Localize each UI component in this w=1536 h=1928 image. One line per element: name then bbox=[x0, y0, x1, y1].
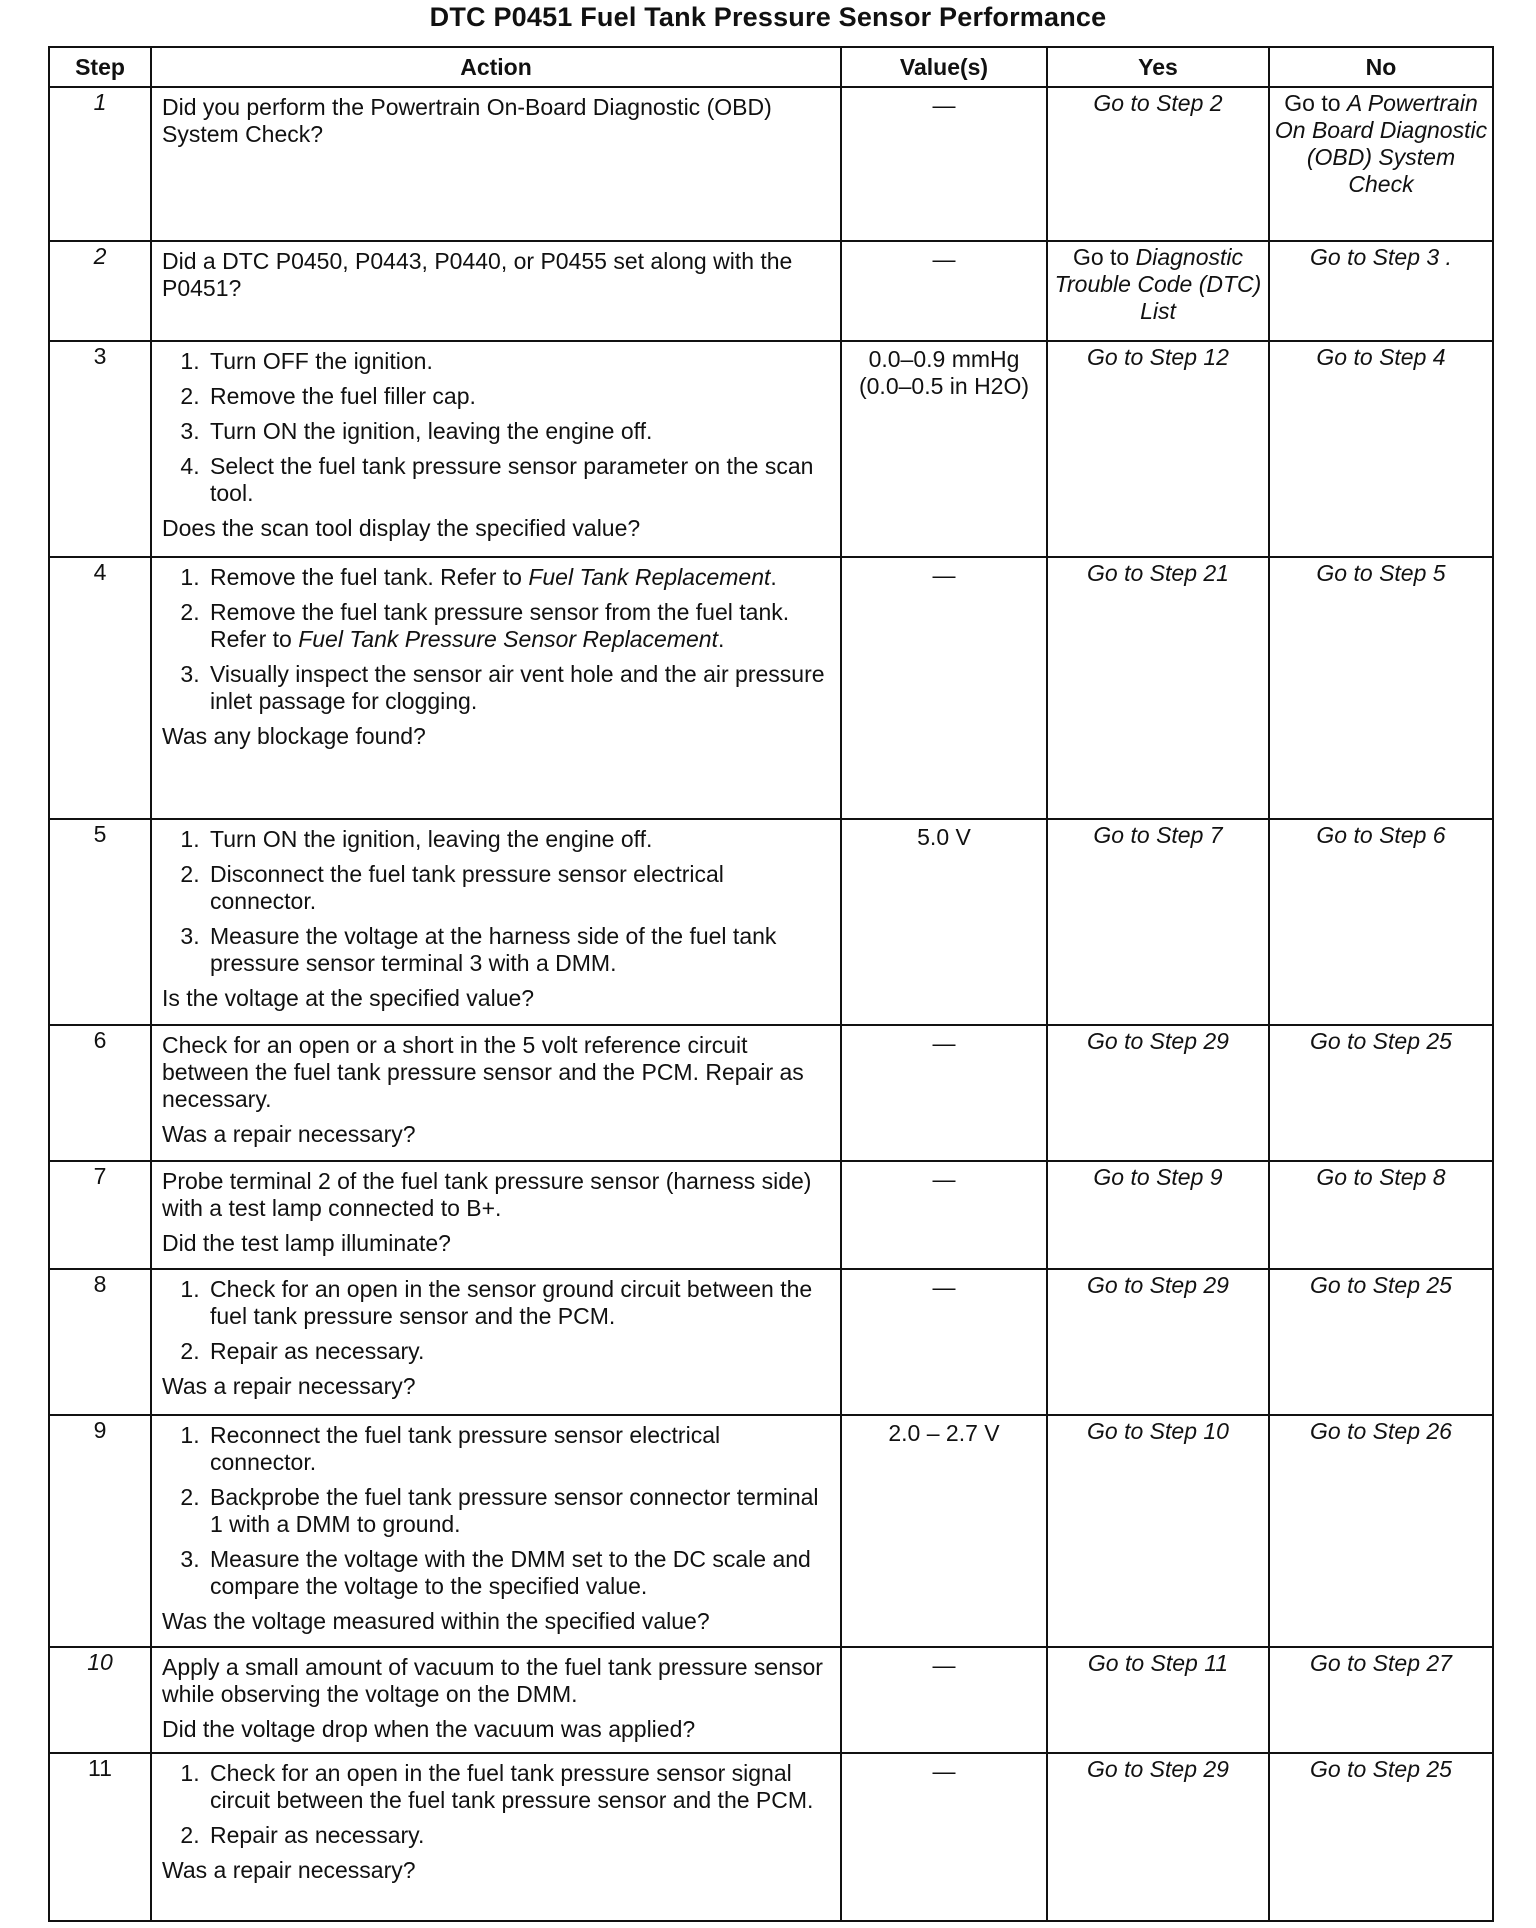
action-step-text: Visually inspect the sensor air vent hole and the air pressure inlet passage for clogging. bbox=[210, 661, 825, 714]
action-intro: Check for an open or a short in the 5 volt reference circuit between the fuel tank pressure sensor and the PCM. Repair as necessary. bbox=[162, 1032, 804, 1112]
action-cell bbox=[151, 819, 841, 1025]
yes-cell bbox=[1047, 1025, 1269, 1161]
step-number: 11 bbox=[49, 1753, 151, 1921]
table-row bbox=[49, 1025, 1493, 1161]
yes-cell bbox=[1047, 1269, 1269, 1415]
action-step-text: Reconnect the fuel tank pressure sensor electrical connector. bbox=[210, 1422, 721, 1475]
table-row bbox=[49, 87, 1493, 241]
action-cell bbox=[151, 341, 841, 557]
no-goto: Go to Step 25 bbox=[1310, 1272, 1452, 1298]
action-step-text: Backprobe the fuel tank pressure sensor connector terminal 1 with a DMM to ground. bbox=[210, 1484, 819, 1537]
step-number: 4 bbox=[49, 557, 151, 819]
action-cell bbox=[151, 1415, 841, 1647]
action-step-text: Turn ON the ignition, leaving the engine off. bbox=[210, 826, 653, 852]
diagnostic-table bbox=[48, 46, 1494, 1922]
value-cell: — bbox=[841, 1647, 1047, 1753]
no-goto: Go to Step 26 bbox=[1310, 1418, 1452, 1444]
yes-reference: Diagnostic Trouble Code (DTC) List bbox=[1054, 244, 1262, 324]
action-step-item bbox=[206, 661, 830, 715]
yes-cell bbox=[1047, 241, 1269, 341]
yes-cell bbox=[1047, 341, 1269, 557]
action-cell bbox=[151, 1269, 841, 1415]
action-step-tail: . bbox=[770, 564, 777, 590]
value-cell: — bbox=[841, 87, 1047, 241]
action-step-item bbox=[206, 1546, 830, 1600]
step-number: 9 bbox=[49, 1415, 151, 1647]
table-header-row bbox=[49, 47, 1493, 87]
action-cell bbox=[151, 241, 841, 341]
action-steps-list bbox=[162, 348, 830, 507]
page-title: DTC P0451 Fuel Tank Pressure Sensor Performance bbox=[429, 2, 1107, 32]
action-step-item bbox=[206, 564, 830, 591]
action-question: Does the scan tool display the specified value? bbox=[162, 515, 641, 541]
reference-link: Fuel Tank Replacement bbox=[528, 564, 771, 590]
action-question: Was a repair necessary? bbox=[162, 1373, 416, 1399]
action-steps-list bbox=[162, 1276, 830, 1365]
action-intro: Did you perform the Powertrain On-Board Diagnostic (OBD) System Check? bbox=[162, 94, 772, 147]
action-step-text: Turn OFF the ignition. bbox=[210, 348, 433, 374]
action-step-item bbox=[206, 861, 830, 915]
no-reference: A Powertrain On Board Diagnostic (OBD) System Check bbox=[1274, 90, 1488, 197]
yes-goto: Go to Step 29 bbox=[1087, 1272, 1229, 1298]
action-step-item bbox=[206, 1338, 830, 1365]
action-cell bbox=[151, 1753, 841, 1921]
value-cell: 0.0–0.9 mmHg (0.0–0.5 in H2O) bbox=[841, 341, 1047, 557]
action-steps-list bbox=[162, 826, 830, 977]
yes-goto: Go to Step 21 bbox=[1087, 560, 1229, 586]
action-cell bbox=[151, 1161, 841, 1269]
no-cell bbox=[1269, 557, 1493, 819]
no-cell bbox=[1269, 1025, 1493, 1161]
value-cell: — bbox=[841, 241, 1047, 341]
table-row bbox=[49, 1753, 1493, 1921]
no-cell bbox=[1269, 341, 1493, 557]
no-cell bbox=[1269, 1753, 1493, 1921]
action-step-text: Select the fuel tank pressure sensor parameter on the scan tool. bbox=[210, 453, 814, 506]
action-step-item bbox=[206, 1422, 830, 1476]
action-intro: Apply a small amount of vacuum to the fuel tank pressure sensor while observing the voltage on the DMM. bbox=[162, 1654, 823, 1707]
reference-link: Fuel Tank Pressure Sensor Replacement bbox=[298, 626, 718, 652]
action-question: Was the voltage measured within the specified value? bbox=[162, 1608, 710, 1634]
no-cell bbox=[1269, 1647, 1493, 1753]
action-question: Was a repair necessary? bbox=[162, 1857, 416, 1883]
yes-goto: Go to Step 29 bbox=[1087, 1756, 1229, 1782]
yes-cell bbox=[1047, 1753, 1269, 1921]
step-number: 7 bbox=[49, 1161, 151, 1269]
action-question: Was any blockage found? bbox=[162, 723, 426, 749]
no-cell bbox=[1269, 87, 1493, 241]
action-step-text: Measure the voltage at the harness side of the fuel tank pressure sensor terminal 3 with a DMM. bbox=[210, 923, 777, 976]
action-step-text: Turn ON the ignition, leaving the engine off. bbox=[210, 418, 653, 444]
yes-goto: Go to Step 12 bbox=[1087, 344, 1229, 370]
no-goto: Go to Step 6 bbox=[1316, 822, 1446, 848]
action-question: Did the voltage drop when the vacuum was applied? bbox=[162, 1716, 696, 1742]
table-row bbox=[49, 341, 1493, 557]
table-row bbox=[49, 241, 1493, 341]
no-goto: Go to Step 25 bbox=[1310, 1756, 1452, 1782]
action-step-item bbox=[206, 383, 830, 410]
no-goto: Go to Step 3 . bbox=[1310, 244, 1452, 270]
column-header-yes: Yes bbox=[1047, 47, 1269, 87]
action-step-item bbox=[206, 923, 830, 977]
table-row bbox=[49, 1647, 1493, 1753]
no-goto: Go to Step 8 bbox=[1316, 1164, 1446, 1190]
action-step-item bbox=[206, 1822, 830, 1849]
value-cell: — bbox=[841, 1161, 1047, 1269]
step-number: 10 bbox=[49, 1647, 151, 1753]
action-step-text: Repair as necessary. bbox=[210, 1822, 425, 1848]
action-step-text: Remove the fuel filler cap. bbox=[210, 383, 476, 409]
column-header-action: Action bbox=[151, 47, 841, 87]
yes-goto: Go to Step 10 bbox=[1087, 1418, 1229, 1444]
no-cell bbox=[1269, 1269, 1493, 1415]
table-row bbox=[49, 1415, 1493, 1647]
action-step-text: Remove the fuel tank. Refer to bbox=[210, 564, 522, 590]
table-row bbox=[49, 557, 1493, 819]
yes-cell bbox=[1047, 1161, 1269, 1269]
no-goto: Go to Step 27 bbox=[1310, 1650, 1452, 1676]
column-header-value: Value(s) bbox=[841, 47, 1047, 87]
action-step-item bbox=[206, 826, 830, 853]
action-question: Was a repair necessary? bbox=[162, 1121, 416, 1147]
yes-goto: Go to Step 11 bbox=[1087, 1650, 1229, 1676]
yes-cell bbox=[1047, 557, 1269, 819]
action-cell bbox=[151, 557, 841, 819]
yes-cell bbox=[1047, 1415, 1269, 1647]
action-cell bbox=[151, 87, 841, 241]
yes-prefix: Go to bbox=[1072, 244, 1130, 270]
table-body bbox=[49, 87, 1493, 1921]
step-number: 2 bbox=[49, 241, 151, 341]
action-step-text: Measure the voltage with the DMM set to the DC scale and compare the voltage to the specified value. bbox=[210, 1546, 811, 1599]
step-number: 6 bbox=[49, 1025, 151, 1161]
action-step-item bbox=[206, 348, 830, 375]
action-step-text: Repair as necessary. bbox=[210, 1338, 425, 1364]
step-number: 8 bbox=[49, 1269, 151, 1415]
column-header-step: Step bbox=[49, 47, 151, 87]
value-cell: — bbox=[841, 557, 1047, 819]
step-number: 5 bbox=[49, 819, 151, 1025]
yes-goto: Go to Step 29 bbox=[1087, 1028, 1229, 1054]
action-question: Is the voltage at the specified value? bbox=[162, 985, 535, 1011]
no-goto: Go to Step 4 bbox=[1316, 344, 1446, 370]
yes-cell bbox=[1047, 87, 1269, 241]
action-step-item bbox=[206, 1484, 830, 1538]
action-cell bbox=[151, 1647, 841, 1753]
action-step-item bbox=[206, 418, 830, 445]
yes-goto: Go to Step 9 bbox=[1093, 1164, 1223, 1190]
action-step-text: Check for an open in the fuel tank pressure sensor signal circuit between the fuel tank pressure sensor and the PCM. bbox=[210, 1760, 814, 1813]
action-question: Did the test lamp illuminate? bbox=[162, 1230, 451, 1256]
column-header-no: No bbox=[1269, 47, 1493, 87]
no-cell bbox=[1269, 1161, 1493, 1269]
action-step-text: Check for an open in the sensor ground circuit between the fuel tank pressure sensor and the PCM. bbox=[210, 1276, 813, 1329]
step-number: 1 bbox=[49, 87, 151, 241]
yes-goto: Go to Step 7 bbox=[1093, 822, 1223, 848]
table-row bbox=[49, 1269, 1493, 1415]
action-step-item bbox=[206, 599, 830, 653]
yes-cell bbox=[1047, 819, 1269, 1025]
action-step-item bbox=[206, 1276, 830, 1330]
yes-goto: Go to Step 2 bbox=[1093, 90, 1223, 116]
action-step-text: Disconnect the fuel tank pressure sensor electrical connector. bbox=[210, 861, 724, 914]
action-step-item bbox=[206, 453, 830, 507]
yes-cell bbox=[1047, 1647, 1269, 1753]
action-intro: Probe terminal 2 of the fuel tank pressure sensor (harness side) with a test lamp connected to B+. bbox=[162, 1168, 812, 1221]
value-cell: 2.0 – 2.7 V bbox=[841, 1415, 1047, 1647]
step-number: 3 bbox=[49, 341, 151, 557]
no-cell bbox=[1269, 1415, 1493, 1647]
value-cell: — bbox=[841, 1269, 1047, 1415]
value-cell: 5.0 V bbox=[841, 819, 1047, 1025]
value-cell: — bbox=[841, 1025, 1047, 1161]
table-row bbox=[49, 1161, 1493, 1269]
action-cell bbox=[151, 1025, 841, 1161]
action-steps-list bbox=[162, 1760, 830, 1849]
value-cell: — bbox=[841, 1753, 1047, 1921]
action-step-text: Remove the fuel tank pressure sensor from the fuel tank. Refer to bbox=[210, 599, 790, 652]
table-row bbox=[49, 819, 1493, 1025]
action-intro: Did a DTC P0450, P0443, P0440, or P0455 set along with the P0451? bbox=[162, 248, 793, 301]
no-cell bbox=[1269, 819, 1493, 1025]
no-goto: Go to Step 25 bbox=[1310, 1028, 1452, 1054]
action-steps-list bbox=[162, 564, 830, 715]
no-cell bbox=[1269, 241, 1493, 341]
action-step-tail: . bbox=[717, 626, 725, 652]
action-step-item bbox=[206, 1760, 830, 1814]
no-prefix: Go to bbox=[1284, 90, 1341, 116]
no-goto: Go to Step 5 bbox=[1316, 560, 1446, 586]
action-steps-list bbox=[162, 1422, 830, 1600]
